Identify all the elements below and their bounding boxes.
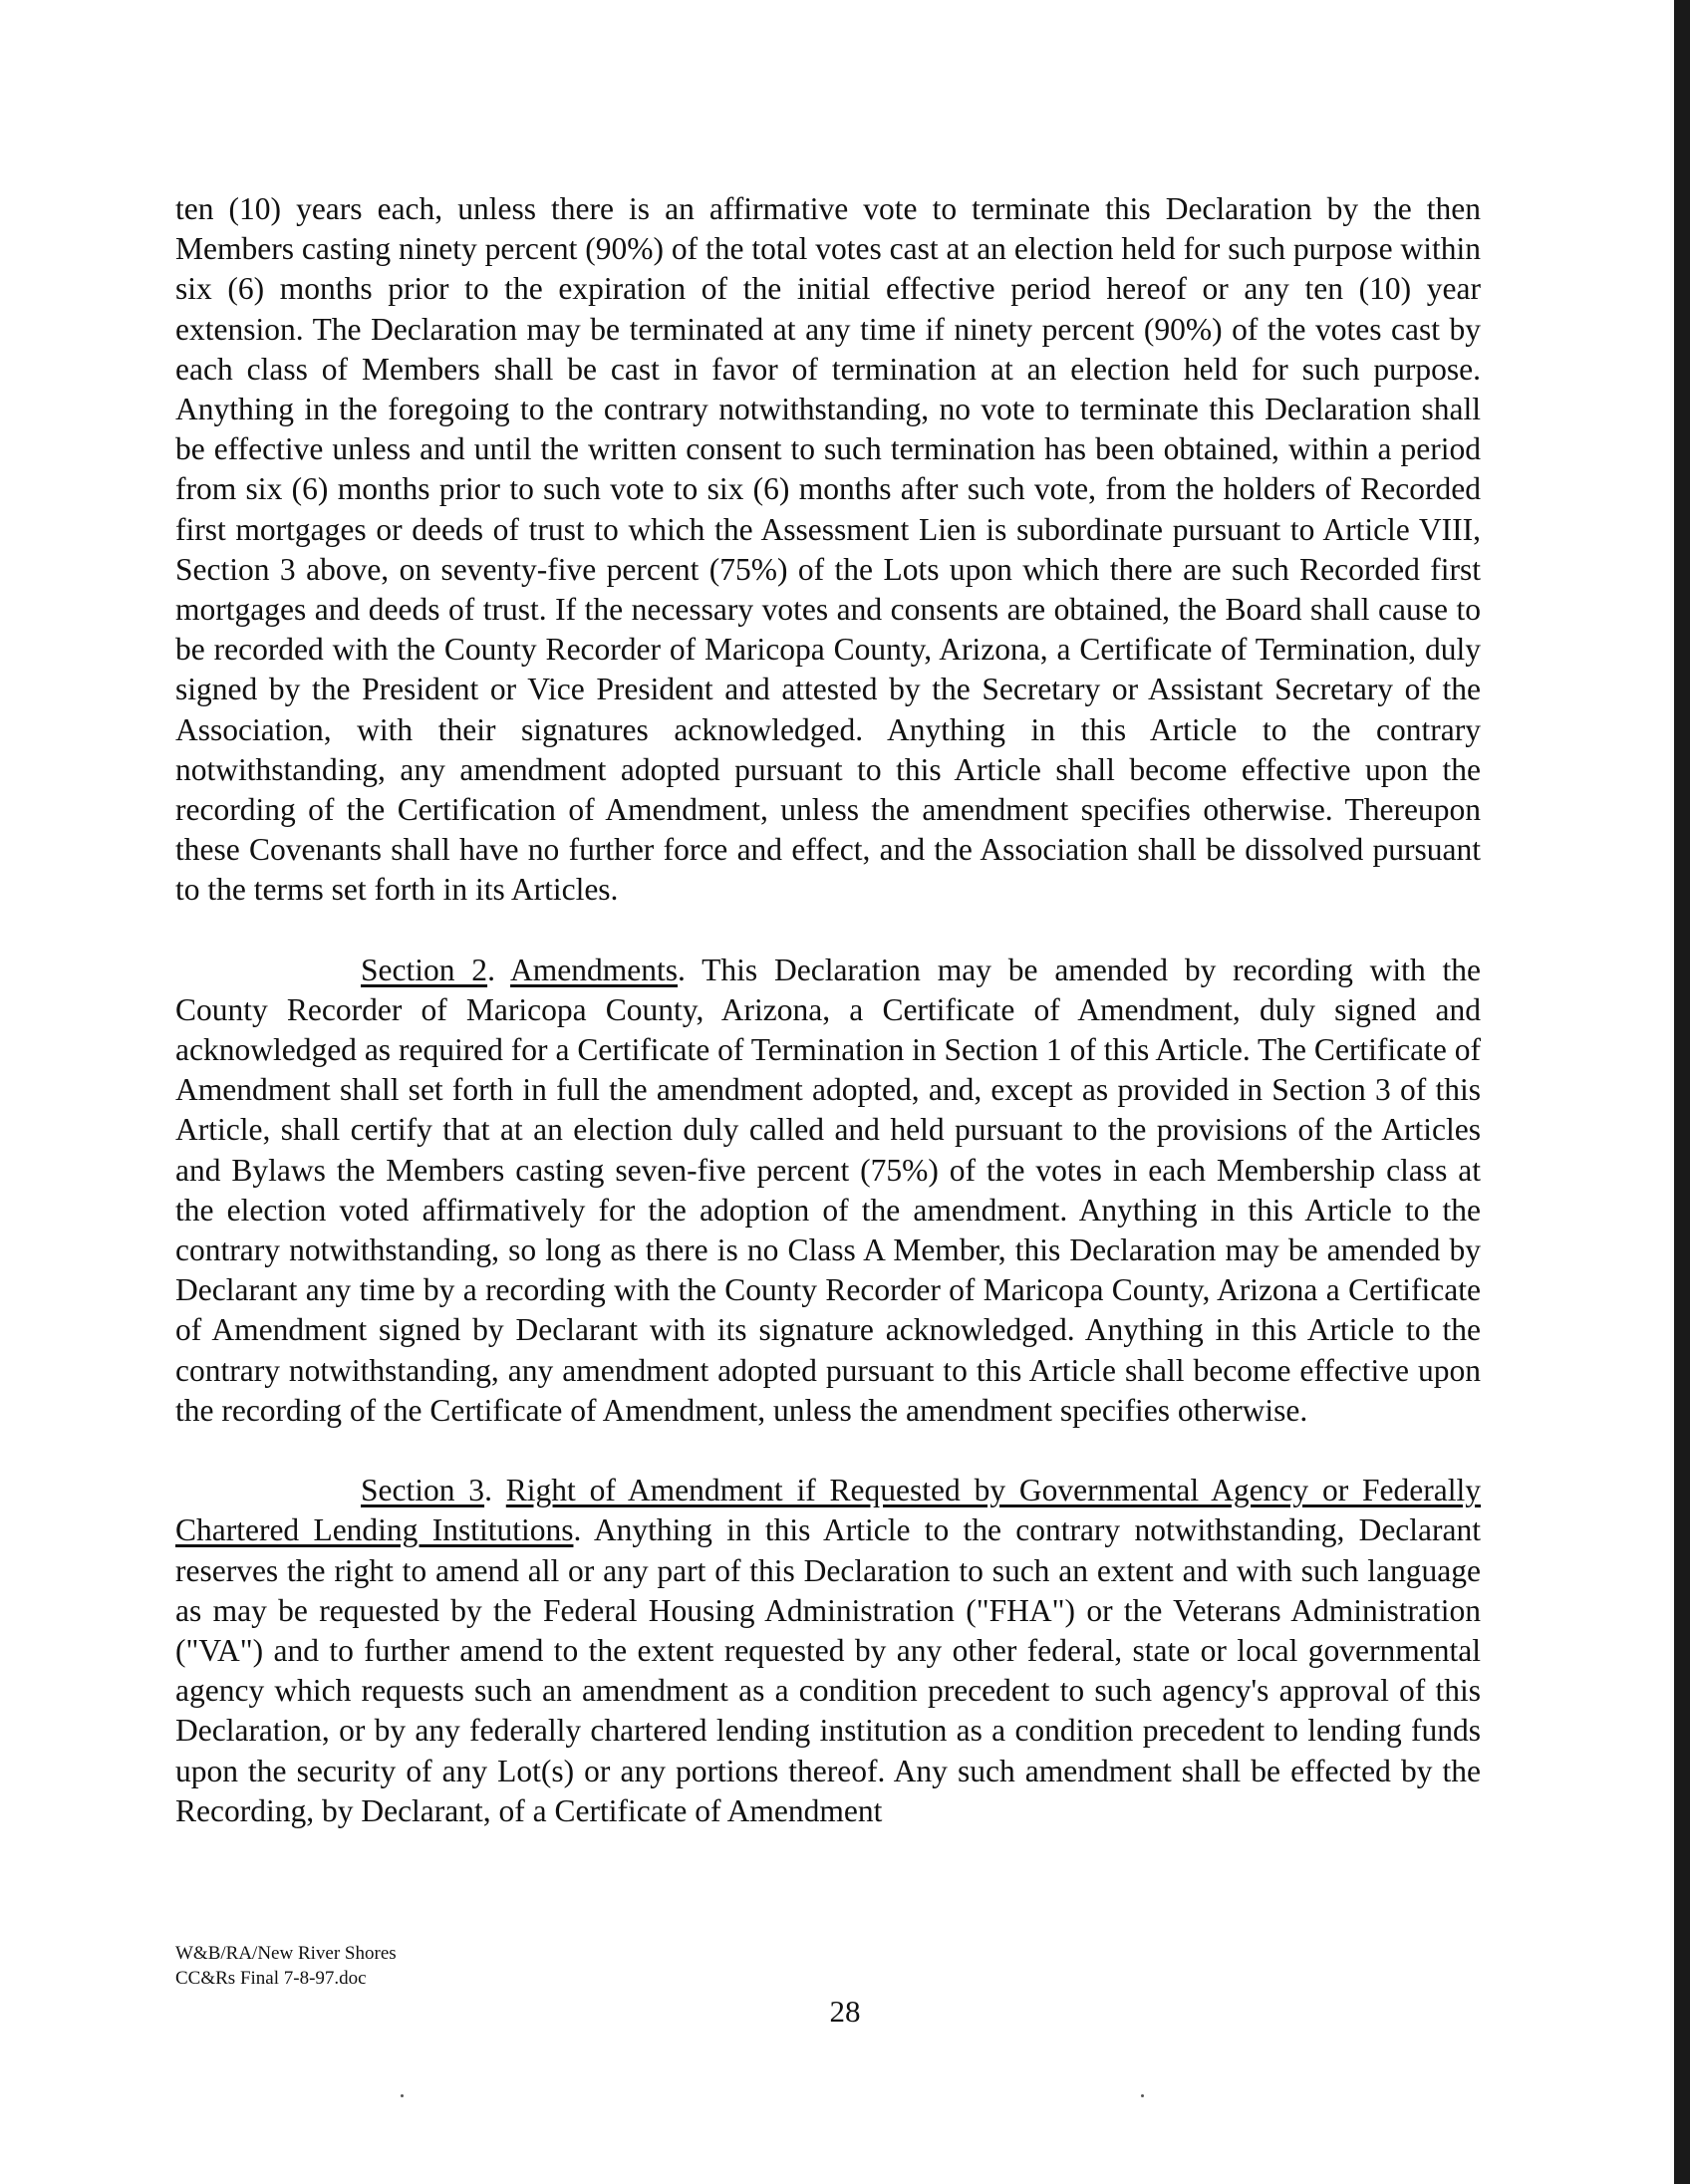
page-number: 28 [829, 1994, 861, 2029]
section-3-number: Section 3 [361, 1473, 485, 1508]
section-2-title: Amendments [510, 952, 679, 987]
section-2-amendments: Section 2. Amendments. This Declaration may be amended by recording with the County Recorder of Maricopa County, Arizona, a Certificate of Amendment, duly signed and acknowledged as required for a Certificate of Termination in Section 1 of this Article. The Certificate of Amendment shall set forth in full the amendment adopted, and, except as provided in Section 3 of this Article, shall certify that at an election duly called and held pursuant to the provisions of the Articles and Bylaws the Members casting seven-five percent (75%) of the votes in each Membership class at the election voted affirmatively for the adoption of the amendment. Anything in this Article to the contrary notwithstanding, so long as there is no Class A Member, this Declaration may be amended by Declarant any time by a recording with the County Recorder of Maricopa County, Arizona a Certificate of Amendment signed by Declarant with its signature acknowledged. Anything in this Article to the contrary notwithstanding, any amendment adopted pursuant to this Article shall become effective upon the recording of the Certificate of Amendment, unless the amendment specifies otherwise. [175, 952, 1481, 1428]
section-3-title: Right of Amendment if Requested by Governmental Agency or Federally Chartered Lending Institutions [175, 1473, 1481, 1548]
scan-edge-border [1674, 0, 1690, 2184]
section-3-body: Anything in this Article to the contrary notwithstanding, Declarant reserves the right to amend all or any part of this Declaration to such an extent and with such language as may be requested by the Federal Housing Administration ("FHA") or the Veterans Administration ("VA") and to further amend to the extent requested by any other federal, state or local governmental agency which requests such an amendment as a condition precedent to such agency's approval of this Declaration, or by any federally chartered lending institution as a condition precedent to lending funds upon the security of any Lot(s) or any portions thereof. Any such amendment shall be effected by the Recording, by Declarant, of a Certificate of Amendment [175, 1512, 1481, 1828]
footer-line-1: W&B/RA/New River Shores [175, 1943, 397, 1964]
section-2-body: This Declaration may be amended by recording with the County Recorder of Maricopa County, Arizona, a Certificate of Amendment, duly signed and acknowledged as required for a Certificate of Termination in Section 1 of this Article. The Certificate of Amendment shall set forth in full the amendment adopted, and, except as provided in Section 3 of this Article, shall certify that at an election duly called and held pursuant to the provisions of the Articles and Bylaws the Members casting seven-five percent (75%) of the votes in each Membership class at the election voted affirmatively for the adoption of the amendment. Anything in this Article to the contrary notwithstanding, so long as there is no Class A Member, this Declaration may be amended by Declarant any time by a recording with the County Recorder of Maricopa County, Arizona a Certificate of Amendment signed by Declarant with its signature acknowledged. Anything in this Article to the contrary notwithstanding, any amendment adopted pursuant to this Article shall become effective upon the recording of the Certificate of Amendment, unless the amendment specifies otherwise. [175, 952, 1481, 1428]
section-3-right-of-amendment: Section 3. Right of Amendment if Requested by Governmental Agency or Federally Chartered Lending Institutions. Anything in this Article to the contrary notwithstanding, Declarant reserves the right to amend all or any part of this Declaration to such an extent and with such language as may be requested by the Federal Housing Administration ("FHA") or the Veterans Administration ("VA") and to further amend to the extent requested by any other federal, state or local governmental agency which requests such an amendment as a condition precedent to such agency's approval of this Declaration, or by any federally chartered lending institution as a condition precedent to lending funds upon the security of any Lot(s) or any portions thereof. Any such amendment shall be effected by the Recording, by Declarant, of a Certificate of Amendment [175, 1473, 1481, 1828]
document-body [175, 189, 1481, 1871]
section-2-number: Section 2 [361, 952, 488, 987]
scan-speck [1141, 2094, 1144, 2097]
footer-line-2: CC&Rs Final 7-8-97.doc [175, 1968, 367, 1989]
paragraph-termination: ten (10) years each, unless there is an affirmative vote to terminate this Declaration by the then Members casting ninety percent (90%) of the total votes cast at an election held for such purpose within six (6) months prior to the expiration of the initial effective period hereof or any ten (10) year extension. The Declaration may be terminated at any time if ninety percent (90%) of the votes cast by each class of Members shall be cast in favor of termination at an election held for such purpose. Anything in the foregoing to the contrary notwithstanding, no vote to terminate this Declaration shall be effective unless and until the written consent to such termination has been obtained, within a period from six (6) months prior to such vote to six (6) months after such vote, from the holders of Recorded first mortgages or deeds of trust to which the Assessment Lien is subordinate pursuant to Article VIII, Section 3 above, on seventy-five percent (75%) of the Lots upon which there are such Recorded first mortgages and deeds of trust. If the necessary votes and consents are obtained, the Board shall cause to be recorded with the County Recorder of Maricopa County, Arizona, a Certificate of Termination, duly signed by the President or Vice President and attested by the Secretary or Assistant Secretary of the Association, with their signatures acknowledged. Anything in this Article to the contrary notwithstanding, any amendment adopted pursuant to this Article shall become effective upon the recording of the Certification of Amendment, unless the amendment specifies otherwise. Thereupon these Covenants shall have no further force and effect, and the Association shall be dissolved pursuant to the terms set forth in its Articles. [175, 191, 1481, 908]
scan-speck [401, 2094, 404, 2097]
footer-document-reference [175, 1941, 397, 1991]
